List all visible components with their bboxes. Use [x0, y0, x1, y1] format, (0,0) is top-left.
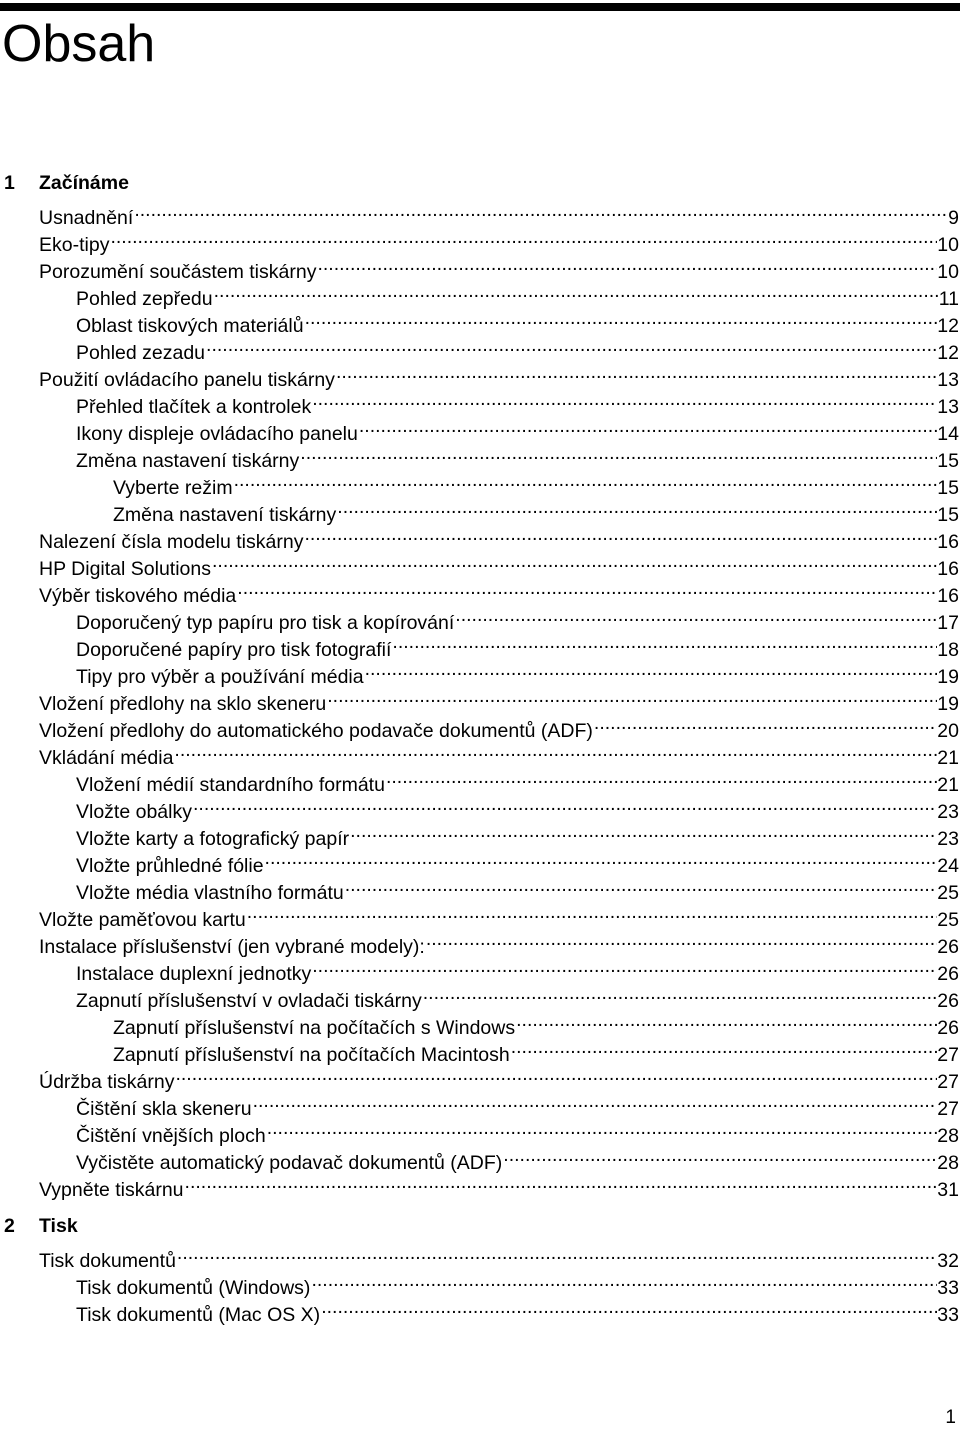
dot-leader [299, 440, 937, 467]
toc-entry-page: 11 [939, 286, 959, 313]
toc-entry-title: Tisk dokumentů (Mac OS X) [76, 1304, 321, 1326]
toc-entry-page: 27 [937, 1069, 959, 1096]
toc-entry[interactable] [0, 548, 960, 580]
dot-leader [173, 737, 937, 764]
toc-entry-page: 33 [937, 1302, 959, 1329]
toc-entry-title: Zapnutí příslušenství na počítačích Macintosh [113, 1044, 510, 1066]
toc-entry-title: Usnadnění [39, 207, 134, 229]
toc-entry-page: 15 [937, 448, 959, 475]
dot-leader [391, 629, 937, 656]
toc-entry-page: 25 [937, 880, 959, 907]
toc-entry[interactable] [0, 953, 960, 985]
dot-leader [364, 656, 938, 683]
dot-leader [174, 1061, 937, 1088]
toc-entry[interactable] [0, 710, 960, 742]
toc-entry-page: 19 [937, 691, 959, 718]
toc-entry-page: 12 [937, 340, 959, 367]
toc-entry[interactable] [0, 1294, 960, 1326]
toc-entry-title: Doporučené papíry pro tisk fotografií [76, 639, 392, 661]
toc-entry[interactable] [0, 899, 960, 931]
toc-entry[interactable] [0, 1142, 960, 1174]
toc-entry-page: 23 [937, 826, 959, 853]
toc-entry-page: 15 [937, 475, 959, 502]
dot-leader [335, 359, 937, 386]
dot-leader [311, 386, 937, 413]
toc-entry[interactable] [0, 278, 960, 310]
toc-entry[interactable] [0, 332, 960, 364]
toc-entry-page: 33 [937, 1275, 959, 1302]
dot-leader [311, 953, 937, 980]
dot-leader [358, 413, 937, 440]
dot-leader [593, 710, 937, 737]
dot-leader [425, 926, 937, 953]
toc-entry[interactable] [0, 1267, 960, 1299]
toc-entry[interactable] [0, 386, 960, 418]
dot-leader [264, 845, 938, 872]
toc-entry[interactable] [0, 197, 960, 229]
toc-entry-title: Vložte průhledné fólie [76, 855, 264, 877]
toc-entry-page: 28 [937, 1123, 959, 1150]
toc-entry[interactable] [0, 440, 960, 472]
toc-entry-title: Vložení předlohy na sklo skeneru [39, 693, 327, 715]
toc-entry-page: 17 [937, 610, 959, 637]
toc-entry[interactable] [0, 764, 960, 796]
toc-entry-page: 21 [937, 772, 959, 799]
toc-entry-page: 26 [937, 988, 959, 1015]
dot-leader [310, 1267, 937, 1294]
dot-leader [502, 1142, 937, 1169]
toc-entry[interactable] [0, 224, 960, 256]
toc-chapter [0, 170, 960, 1201]
dot-leader [266, 1115, 938, 1142]
toc-entry-title: Použití ovládacího panelu tiskárny [39, 369, 335, 391]
toc-entry-page: 20 [937, 718, 959, 745]
toc-entry[interactable] [0, 791, 960, 823]
dot-leader [184, 1169, 938, 1196]
toc-entry-title: Nalezení čísla modelu tiskárny [39, 531, 304, 553]
chapter-heading[interactable] [0, 170, 960, 197]
toc-entry-title: Vložte obálky [76, 801, 192, 823]
dot-leader [109, 224, 937, 251]
toc-entry[interactable] [0, 980, 960, 1012]
dot-leader [213, 278, 939, 305]
toc-entry-title: HP Digital Solutions [39, 558, 211, 580]
toc-entry-title: Vložte média vlastního formátu [76, 882, 344, 904]
toc-entry-page: 9 [948, 205, 959, 232]
dot-leader [205, 332, 937, 359]
chapter-number: 2 [4, 1215, 15, 1237]
toc-entry[interactable] [0, 359, 960, 391]
toc-entry-title: Tipy pro výběr a používání média [76, 666, 364, 688]
dot-leader [211, 548, 937, 575]
toc-entry-page: 16 [937, 529, 959, 556]
dot-leader [304, 305, 938, 332]
toc-entry-title: Instalace příslušenství (jen vybrané modely): [39, 936, 425, 958]
toc-entry-title: Pohled zezadu [76, 342, 206, 364]
toc-entry-page: 13 [937, 367, 959, 394]
toc-entry-page: 32 [937, 1248, 959, 1275]
toc-entry[interactable] [0, 683, 960, 715]
dot-leader [336, 494, 937, 521]
toc-entry-page: 21 [937, 745, 959, 772]
toc-entry-title: Čištění skla skeneru [76, 1098, 252, 1120]
dot-leader [303, 521, 937, 548]
toc-entry-page: 10 [937, 259, 959, 286]
dot-leader [176, 1240, 937, 1267]
toc-entry[interactable] [0, 521, 960, 553]
toc-entry-title: Změna nastavení tiskárny [113, 504, 337, 526]
toc-entry-title: Eko-tipy [39, 234, 110, 256]
toc-entry-page: 31 [937, 1177, 959, 1204]
toc-entry-title: Změna nastavení tiskárny [76, 450, 300, 472]
toc-entry-page: 14 [937, 421, 959, 448]
chapter-title: Tisk [39, 1215, 78, 1237]
dot-leader [133, 197, 948, 224]
dot-leader [454, 602, 937, 629]
toc-entry[interactable] [0, 305, 960, 337]
toc-entry-page: 24 [937, 853, 959, 880]
toc-entry-title: Výběr tiskového média [39, 585, 237, 607]
toc-entry-page: 27 [937, 1096, 959, 1123]
toc-entry-page: 12 [937, 313, 959, 340]
toc-entry-title: Oblast tiskových materiálů [76, 315, 304, 337]
toc-entry-page: 26 [937, 961, 959, 988]
chapter-heading[interactable] [0, 1213, 960, 1240]
dot-leader [422, 980, 938, 1007]
dot-leader [515, 1007, 937, 1034]
dot-leader [192, 791, 937, 818]
toc-entry-page: 26 [937, 1015, 959, 1042]
toc-entry-page: 27 [937, 1042, 959, 1069]
toc-entry[interactable] [0, 845, 960, 877]
dot-leader [233, 467, 938, 494]
dot-leader [326, 683, 937, 710]
toc-entry-title: Doporučený typ papíru pro tisk a kopírování [76, 612, 455, 634]
toc-entry-page: 13 [937, 394, 959, 421]
top-rule [0, 3, 960, 11]
toc-entry-page: 16 [937, 556, 959, 583]
toc-entry-title: Údržba tiskárny [39, 1071, 175, 1093]
toc-entry[interactable] [0, 602, 960, 634]
toc-entry-title: Zapnutí příslušenství v ovladači tiskárny [76, 990, 422, 1012]
toc-entry-title: Tisk dokumentů (Windows) [76, 1277, 311, 1299]
toc-entry-title: Zapnutí příslušenství na počítačích s Windows [113, 1017, 516, 1039]
toc-entry[interactable] [0, 494, 960, 526]
dot-leader [349, 818, 937, 845]
toc-entry-title: Pohled zepředu [76, 288, 213, 310]
toc-entry-title: Vyčistěte automatický podavač dokumentů (ADF) [76, 1152, 503, 1174]
toc-entry-title: Vkládání média [39, 747, 174, 769]
toc-entry-title: Vložte paměťovou kartu [39, 909, 246, 931]
toc-entry[interactable] [0, 1240, 960, 1272]
chapter-number: 1 [4, 172, 15, 194]
toc-entry[interactable] [0, 656, 960, 688]
toc-entry[interactable] [0, 1169, 960, 1201]
toc-entry-title: Vyberte režim [113, 477, 233, 499]
dot-leader [510, 1034, 938, 1061]
table-of-contents [0, 170, 960, 1326]
toc-entry[interactable] [0, 575, 960, 607]
toc-entry[interactable] [0, 629, 960, 661]
toc-entry-title: Vložení médií standardního formátu [76, 774, 385, 796]
toc-entry[interactable] [0, 1115, 960, 1147]
toc-entry[interactable] [0, 1061, 960, 1093]
toc-entry-title: Ikony displeje ovládacího panelu [76, 423, 358, 445]
toc-entry-title: Tisk dokumentů [39, 1250, 176, 1272]
toc-entry[interactable] [0, 818, 960, 850]
toc-entry-title: Vložte karty a fotografický papír [76, 828, 350, 850]
toc-entry-page: 10 [937, 232, 959, 259]
dot-leader [246, 899, 938, 926]
toc-entry-page: 25 [937, 907, 959, 934]
chapter-title: Začínáme [39, 172, 129, 194]
toc-entry-page: 26 [937, 934, 959, 961]
toc-entry[interactable] [0, 467, 960, 499]
toc-entry[interactable] [0, 1007, 960, 1039]
toc-entry[interactable] [0, 737, 960, 769]
toc-chapter [0, 1213, 960, 1326]
toc-entry-page: 15 [937, 502, 959, 529]
toc-entry[interactable] [0, 413, 960, 445]
page-title: Obsah [2, 15, 156, 73]
toc-entry[interactable] [0, 1034, 960, 1066]
toc-entry-title: Vložení předlohy do automatického podavače dokumentů (ADF) [39, 720, 593, 742]
toc-entry-title: Čištění vnějších ploch [76, 1125, 266, 1147]
toc-entry[interactable] [0, 872, 960, 904]
dot-leader [236, 575, 937, 602]
page-number: 1 [945, 1407, 956, 1428]
toc-entry-title: Vypněte tiskárnu [39, 1179, 184, 1201]
toc-entry[interactable] [0, 1088, 960, 1120]
dot-leader [385, 764, 937, 791]
toc-entry-title: Přehled tlačítek a kontrolek [76, 396, 312, 418]
toc-entry-title: Instalace duplexní jednotky [76, 963, 312, 985]
dot-leader [320, 1294, 937, 1321]
toc-entry-page: 28 [937, 1150, 959, 1177]
toc-entry-page: 18 [937, 637, 959, 664]
toc-entry-title: Porozumění součástem tiskárny [39, 261, 317, 283]
toc-entry-page: 16 [937, 583, 959, 610]
toc-entry-page: 23 [937, 799, 959, 826]
toc-entry[interactable] [0, 926, 960, 958]
dot-leader [252, 1088, 938, 1115]
toc-entry[interactable] [0, 251, 960, 283]
toc-entry-page: 19 [937, 664, 959, 691]
dot-leader [344, 872, 938, 899]
dot-leader [316, 251, 937, 278]
